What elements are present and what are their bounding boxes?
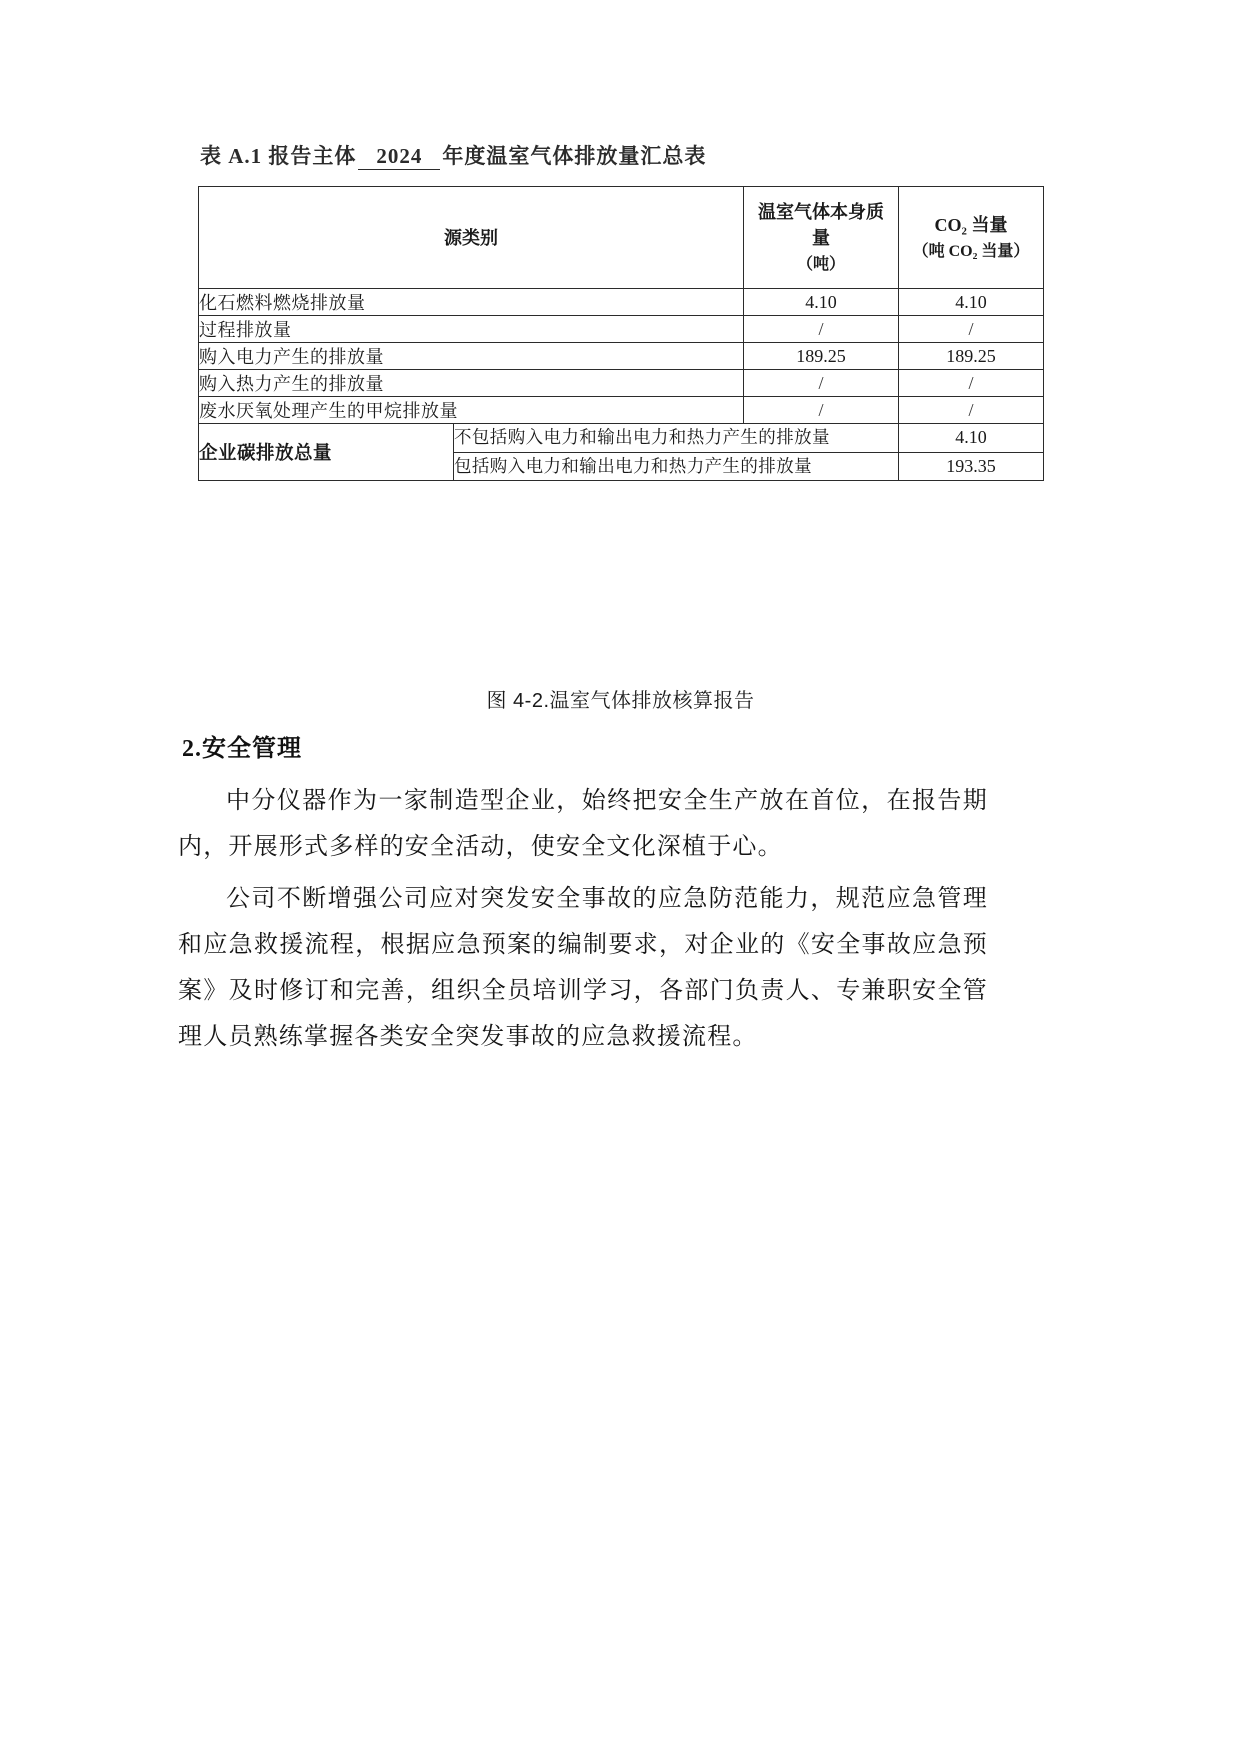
table-caption-year: 2024 — [358, 144, 440, 170]
header-co2e-main: CO₂ 当量 — [934, 215, 1008, 236]
section-heading: 2.安全管理 — [182, 736, 302, 762]
row-ghg-mass: / — [744, 370, 899, 397]
table-row-total-a — [199, 424, 1044, 452]
row-label: 废水厌氧处理产生的甲烷排放量 — [199, 397, 744, 424]
header-co2e-unit: （吨 CO₂ 当量） — [912, 243, 1030, 261]
total-sub-value: 4.10 — [899, 424, 1044, 452]
table-row — [199, 289, 1044, 316]
body-text — [178, 778, 988, 1060]
total-sub-desc: 包括购入电力和输出电力和热力产生的排放量 — [454, 452, 899, 480]
table-row — [199, 397, 1044, 424]
ghg-summary-table — [198, 186, 1044, 481]
row-label: 过程排放量 — [199, 316, 744, 343]
row-label: 购入电力产生的排放量 — [199, 343, 744, 370]
row-label: 化石燃料燃烧排放量 — [199, 289, 744, 316]
row-co2e: / — [899, 370, 1044, 397]
paragraph: 公司不断增强公司应对突发安全事故的应急防范能力，规范应急管理和应急救援流程，根据应急预案的编制要求，对企业的《安全事故应急预案》及时修订和完善，组织全员培训学习，各部门负责人、专兼职安全管理人员熟练掌握各类安全突发事故的应急救援流程。 — [178, 886, 988, 1050]
row-co2e: 4.10 — [899, 289, 1044, 316]
header-ghg-mass-main: 温室气体本身质量 — [758, 202, 884, 249]
row-ghg-mass: 4.10 — [744, 289, 899, 316]
header-co2e — [899, 187, 1044, 289]
row-co2e: 189.25 — [899, 343, 1044, 370]
row-ghg-mass: 189.25 — [744, 343, 899, 370]
figure-caption: 图 4-2.温室气体排放核算报告 — [486, 690, 755, 712]
row-ghg-mass: / — [744, 316, 899, 343]
table-caption-suffix: 年度温室气体排放量汇总表 — [442, 144, 707, 168]
table-caption — [200, 140, 706, 170]
total-sub-value: 193.35 — [899, 452, 1044, 480]
table-row — [199, 370, 1044, 397]
header-ghg-mass — [744, 187, 899, 289]
row-label: 购入热力产生的排放量 — [199, 370, 744, 397]
header-ghg-mass-unit: （吨） — [796, 256, 845, 274]
table-row — [199, 316, 1044, 343]
total-sub-desc: 不包括购入电力和输出电力和热力产生的排放量 — [454, 424, 899, 452]
paragraph: 中分仪器作为一家制造型企业，始终把安全生产放在首位，在报告期内，开展形式多样的安全活动，使安全文化深植于心。 — [178, 788, 988, 860]
row-co2e: / — [899, 316, 1044, 343]
table-caption-prefix: 表 A.1 报告主体 — [200, 144, 357, 168]
header-source-category: 源类别 — [199, 187, 744, 289]
row-ghg-mass: / — [744, 397, 899, 424]
table-row — [199, 343, 1044, 370]
table-header-row — [199, 187, 1044, 289]
row-co2e: / — [899, 397, 1044, 424]
total-label: 企业碳排放总量 — [199, 424, 454, 480]
